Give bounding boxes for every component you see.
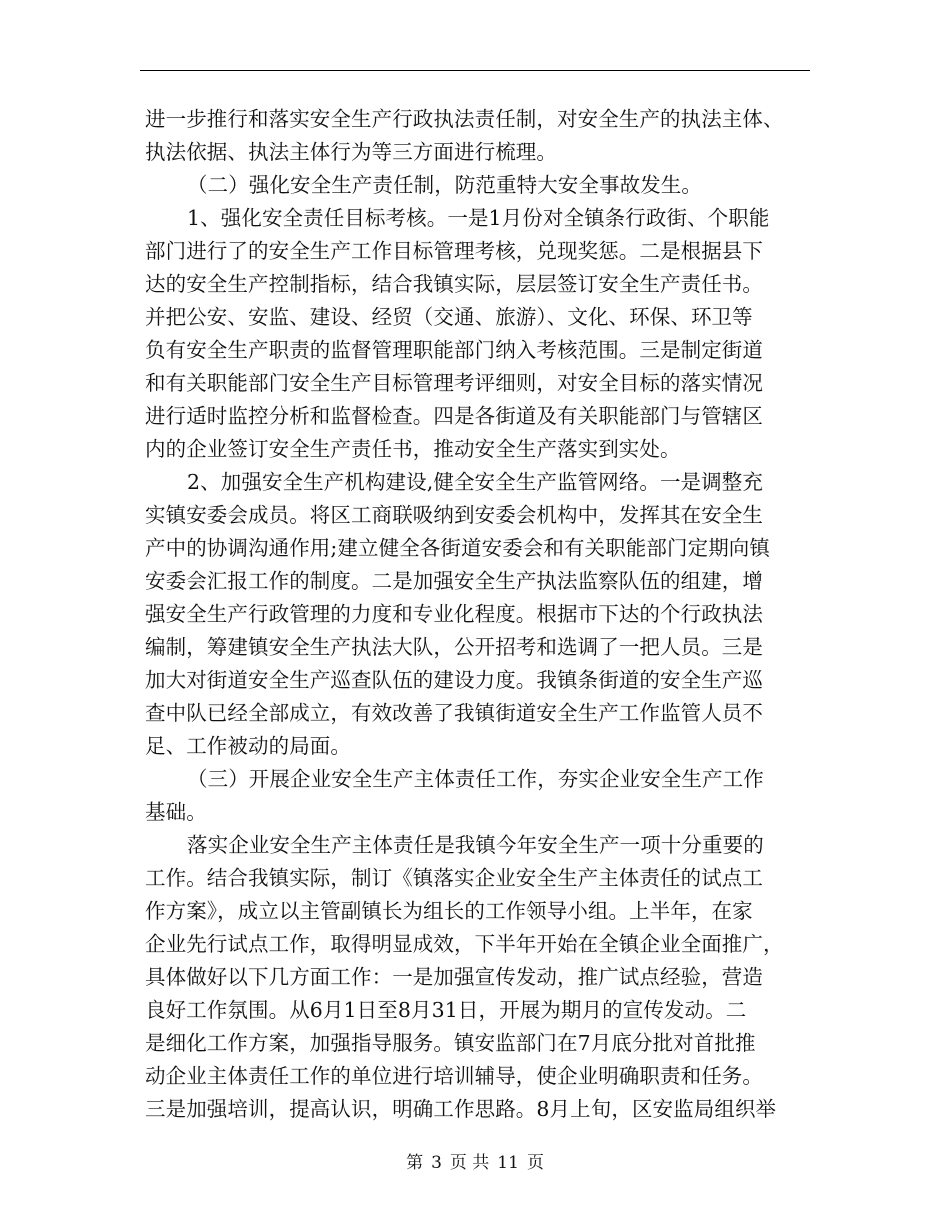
text-line-9: 和有关职能部门安全生产目标管理考评细则，对安全目标的落实情况	[145, 371, 763, 395]
total-page-count: 11	[497, 1153, 519, 1173]
text-line-6: 达的安全生产控制指标，结合我镇实际，层层签订安全生产责任书。	[145, 272, 763, 296]
text-line-22: 基础。	[145, 800, 207, 824]
text-line-19: 查中队已经全部成立，有效改善了我镇街道安全生产工作监管人员不	[145, 701, 763, 725]
text-line-4: 1、强化安全责任目标考核。一是1月份对全镇条行政街、个职能	[187, 206, 770, 230]
text-line-13: 实镇安委会成员。将区工商联吸纳到安委会机构中，发挥其在安全生	[145, 503, 763, 527]
text-line-17: 编制，筹建镇安全生产执法大队，公开招考和选调了一把人员。三是	[145, 635, 763, 659]
footer-prefix: 第	[406, 1153, 424, 1173]
text-line-28: 良好工作氛围。从6月1日至8月31日，开展为期月的宣传发动。二	[145, 998, 747, 1022]
text-line-29: 是细化工作方案，加强指导服务。镇安监部门在7月底分批对首批推	[145, 1031, 756, 1055]
text-line-18: 加大对街道安全生产巡查队伍的建设力度。我镇条街道的安全生产巡	[145, 668, 763, 692]
text-line-1: 进一步推行和落实安全生产行政执法责任制，对安全生产的执法主体、	[145, 107, 784, 131]
text-line-12: 2、加强安全生产机构建设,健全安全生产监管网络。一是调整充	[187, 470, 763, 494]
text-line-15: 安委会汇报工作的制度。二是加强安全生产执法监察队伍的组建，增	[145, 569, 763, 593]
text-line-30: 动企业主体责任工作的单位进行培训辅导，使企业明确职责和任务。	[145, 1064, 763, 1088]
text-line-23: 落实企业安全生产主体责任是我镇今年安全生产一项十分重要的	[187, 833, 764, 857]
header-rule	[140, 70, 810, 71]
page-footer	[0, 1152, 950, 1174]
text-line-27: 具体做好以下几方面工作：一是加强宣传发动，推广试点经验，营造	[145, 965, 763, 989]
text-line-7: 并把公安、安监、建设、经贸（交通、旅游）、文化、环保、环卫等	[145, 305, 753, 329]
text-line-14: 产中的协调沟通作用;建立健全各街道安委会和有关职能部门定期向镇	[145, 536, 771, 560]
text-line-10: 进行适时监控分析和监督检查。四是各街道及有关职能部门与管辖区	[145, 404, 763, 428]
text-line-16: 强安全生产行政管理的力度和专业化程度。根据市下达的个行政执法	[145, 602, 763, 626]
footer-middle: 页 共	[449, 1153, 490, 1173]
section-heading-3: （三）开展企业安全生产主体责任工作，夯实企业安全生产工作	[187, 767, 764, 791]
current-page-number: 3	[431, 1153, 442, 1173]
document-body	[145, 103, 810, 1126]
text-line-31: 三是加强培训，提高认识，明确工作思路。8月上旬，区安监局组织举	[145, 1097, 777, 1121]
text-line-26: 企业先行试点工作，取得明显成效，下半年开始在全镇企业全面推广，	[145, 932, 784, 956]
text-line-5: 部门进行了的安全生产工作目标管理考核，兑现奖惩。二是根据县下	[145, 239, 763, 263]
text-line-11: 内的企业签订安全生产责任书，推动安全生产落实到实处。	[145, 437, 681, 461]
text-line-2: 执法依据、执法主体行为等三方面进行梳理。	[145, 140, 557, 164]
section-heading-2: （二）强化安全生产责任制，防范重特大安全事故发生。	[187, 173, 702, 197]
text-line-25: 作方案》，成立以主管副镇长为组长的工作领导小组。上半年，在家	[145, 899, 753, 923]
text-line-20: 足、工作被动的局面。	[145, 734, 351, 758]
text-line-24: 工作。结合我镇实际，制订《镇落实企业安全生产主体责任的试点工	[145, 866, 763, 890]
footer-suffix: 页	[526, 1153, 544, 1173]
text-line-8: 负有安全生产职责的监督管理职能部门纳入考核范围。三是制定街道	[145, 338, 763, 362]
